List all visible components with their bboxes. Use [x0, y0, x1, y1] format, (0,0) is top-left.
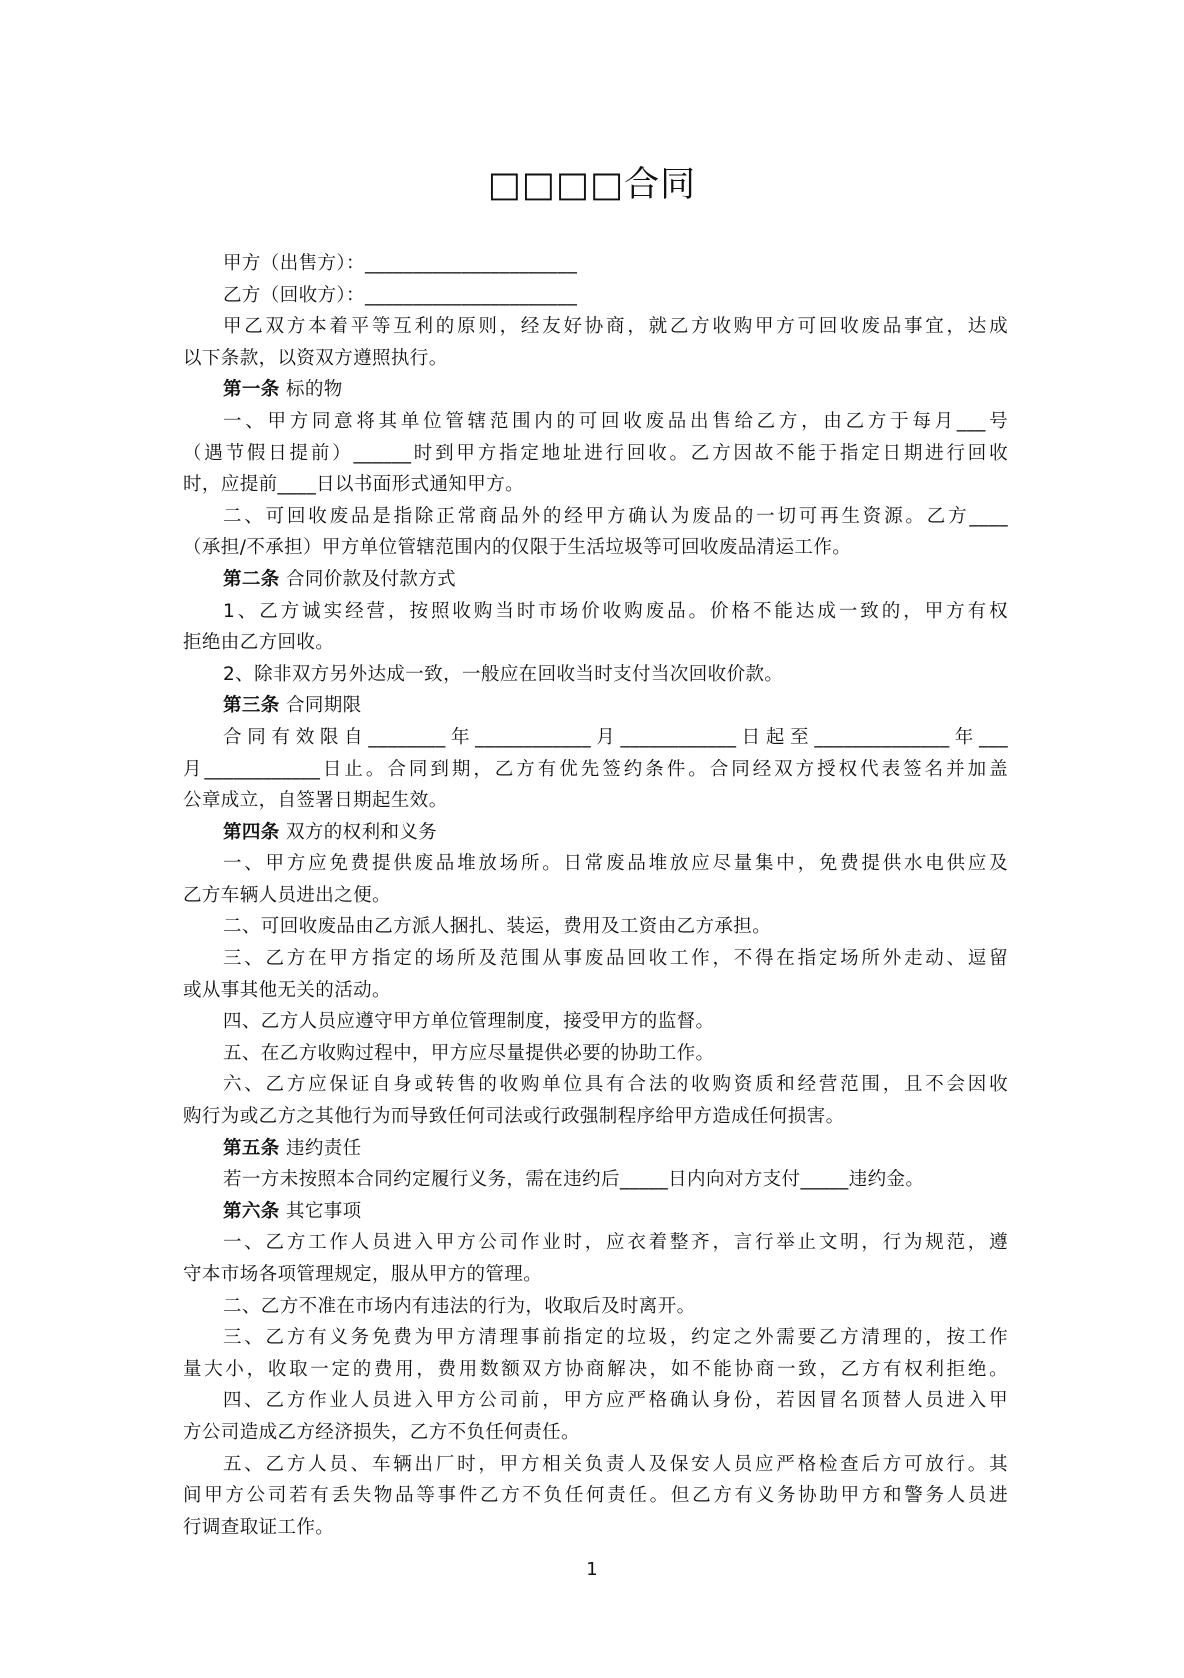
article-number: 第四条: [223, 821, 280, 843]
text-line: [183, 1227, 1008, 1259]
line-text: 二、乙方不准在市场内有违法的行为，收取后及时离开。: [223, 1295, 696, 1317]
text-line: [183, 659, 1008, 691]
contract-title: □□□□合同: [487, 165, 697, 205]
line-text: 时，应提前____日以书面形式通知甲方。: [183, 474, 525, 496]
line-text: 以下条款，以资双方遵照执行。: [183, 347, 448, 369]
text-line: [183, 1385, 1008, 1417]
line-text: 行调查取证工作。: [183, 1516, 335, 1538]
line-text: 标的物: [279, 379, 343, 401]
text-line: [183, 975, 1008, 1007]
line-text: 1、乙方诚实经营，按照收购当时市场价收购废品。价格不能达成一致的，甲方有权: [223, 600, 1008, 622]
line-text: 双方的权利和义务: [279, 821, 438, 843]
article-heading: [183, 690, 1008, 722]
contract-body: [183, 248, 1008, 1543]
line-text: 乙方（回收方）：______________________: [223, 284, 578, 306]
line-text: 合同价款及付款方式: [279, 568, 457, 590]
line-text: 四、乙方作业人员进入甲方公司前，甲方应严格确认身份，若因冒名顶替人员进入甲: [223, 1390, 1008, 1412]
line-text: 二、可回收废品是指除正常商品外的经甲方确认为废品的一切可再生资源。乙方____: [223, 505, 1008, 527]
article-number: 第五条: [223, 1137, 280, 1159]
line-text: 若一方未按照本合同约定履行义务，需在违约后_____日内向对方支付_____违约金。: [223, 1169, 925, 1191]
line-text: 三、乙方在甲方指定的场所及范围从事废品回收工作，不得在指定场所外走动、逗留: [223, 948, 1008, 970]
text-line: [183, 722, 1008, 754]
line-text: 违约责任: [279, 1137, 362, 1159]
line-text: 守本市场各项管理规定，服从甲方的管理。: [183, 1264, 543, 1285]
text-line: [183, 880, 1008, 912]
page-number: 1: [586, 1559, 598, 1580]
text-line: [183, 1006, 1008, 1038]
line-text: 公章成立，自签署日期起生效。: [183, 790, 448, 812]
text-line: [183, 1291, 1008, 1323]
line-text: 六、乙方应保证自身或转售的收购单位具有合法的收购资质和经营范围，且不会因收: [223, 1074, 1008, 1096]
line-text: 四、乙方人员应遵守甲方单位管理制度，接受甲方的监督。: [223, 1011, 715, 1033]
line-text: （承担/不承担）甲方单位管辖范围内的仅限于生活垃圾等可回收废品清运工作。: [183, 537, 852, 559]
text-line: [183, 1417, 1008, 1449]
article-heading: [183, 564, 1008, 596]
line-text: 甲乙双方本着平等互利的原则，经友好协商，就乙方收购甲方可回收废品事宜，达成: [223, 316, 1008, 338]
text-line: [183, 627, 1008, 659]
line-text: 一、甲方应免费提供废品堆放场所。日常废品堆放应尽量集中，免费提供水电供应及: [223, 853, 1008, 875]
article-number: 第二条: [223, 568, 280, 590]
text-line: [183, 501, 1008, 533]
text-line: [183, 1354, 1008, 1386]
article-number: 第三条: [223, 695, 280, 717]
line-text: 拒绝由乙方回收。: [183, 632, 335, 654]
line-text: 三、乙方有义务免费为甲方清理事前指定的垃圾，约定之外需要乙方清理的，按工作: [223, 1327, 1008, 1349]
line-text: 二、可回收废品由乙方派人捆扎、装运，费用及工资由乙方承担。: [223, 916, 772, 938]
line-text: 一、乙方工作人员进入甲方公司作业时，应衣着整齐，言行举止文明，行为规范，遵: [223, 1232, 1008, 1254]
text-line: [183, 785, 1008, 817]
article-number: 第一条: [223, 379, 280, 401]
line-text: （遇节假日提前）______时到甲方指定地址进行回收。乙方因故不能于指定日期进行回收: [183, 442, 1008, 464]
text-line: [183, 596, 1008, 628]
text-line: [183, 1069, 1008, 1101]
line-text: 或从事其他无关的活动。: [183, 979, 391, 1001]
line-text: 其它事项: [279, 1200, 362, 1222]
article-heading: [183, 374, 1008, 406]
line-text: 一、甲方同意将其单位管辖范围内的可回收废品出售给乙方，由乙方于每月___号: [223, 410, 1008, 432]
line-text: 五、乙方人员、车辆出厂时，甲方相关负责人及保安人员应严格检查后方可放行。其: [223, 1453, 1008, 1475]
text-line: [183, 754, 1008, 786]
text-line: [183, 532, 1008, 564]
text-line: [183, 1101, 1008, 1133]
text-line: [183, 343, 1008, 375]
line-text: 乙方车辆人员进出之便。: [183, 884, 391, 906]
text-line: [183, 280, 1008, 312]
text-line: [183, 848, 1008, 880]
line-text: 2、除非双方另外达成一致，一般应在回收当时支付当次回收价款。: [223, 663, 784, 685]
text-line: [183, 943, 1008, 975]
article-heading: [183, 817, 1008, 849]
line-text: 五、在乙方收购过程中，甲方应尽量提供必要的协助工作。: [223, 1042, 715, 1064]
text-line: [183, 1322, 1008, 1354]
text-line: [183, 469, 1008, 501]
line-text: 购行为或乙方之其他行为而导致任何司法或行政强制程序给甲方造成任何损害。: [183, 1106, 845, 1128]
line-text: 合同期限: [279, 695, 362, 717]
text-line: [183, 911, 1008, 943]
line-text: 方公司造成乙方经济损失，乙方不负任何责任。: [183, 1421, 580, 1443]
line-text: 甲方（出售方）：______________________: [223, 253, 578, 274]
article-number: 第六条: [223, 1200, 280, 1222]
line-text: 月____________日止。合同到期，乙方有优先签约条件。合同经双方授权代表签名并加盖: [183, 758, 1008, 780]
text-line: [183, 1480, 1008, 1512]
text-line: [183, 1164, 1008, 1196]
text-line: [183, 1449, 1008, 1481]
article-heading: [183, 1133, 1008, 1165]
text-line: [183, 1259, 1008, 1291]
line-text: 合同有效限自________年____________月____________日起至______________年___: [223, 726, 1008, 748]
text-line: [183, 406, 1008, 438]
line-text: 量大小，收取一定的费用，费用数额双方协商解决，如不能协商一致，乙方有权利拒绝。: [183, 1358, 1008, 1380]
text-line: [183, 438, 1008, 470]
line-text: 间甲方公司若有丢失物品等事件乙方不负任何责任。但乙方有义务协助甲方和警务人员进: [183, 1485, 1008, 1507]
text-line: [183, 1038, 1008, 1070]
text-line: [183, 1512, 1008, 1544]
article-heading: [183, 1196, 1008, 1228]
text-line: [183, 248, 1008, 280]
text-line: [183, 311, 1008, 343]
